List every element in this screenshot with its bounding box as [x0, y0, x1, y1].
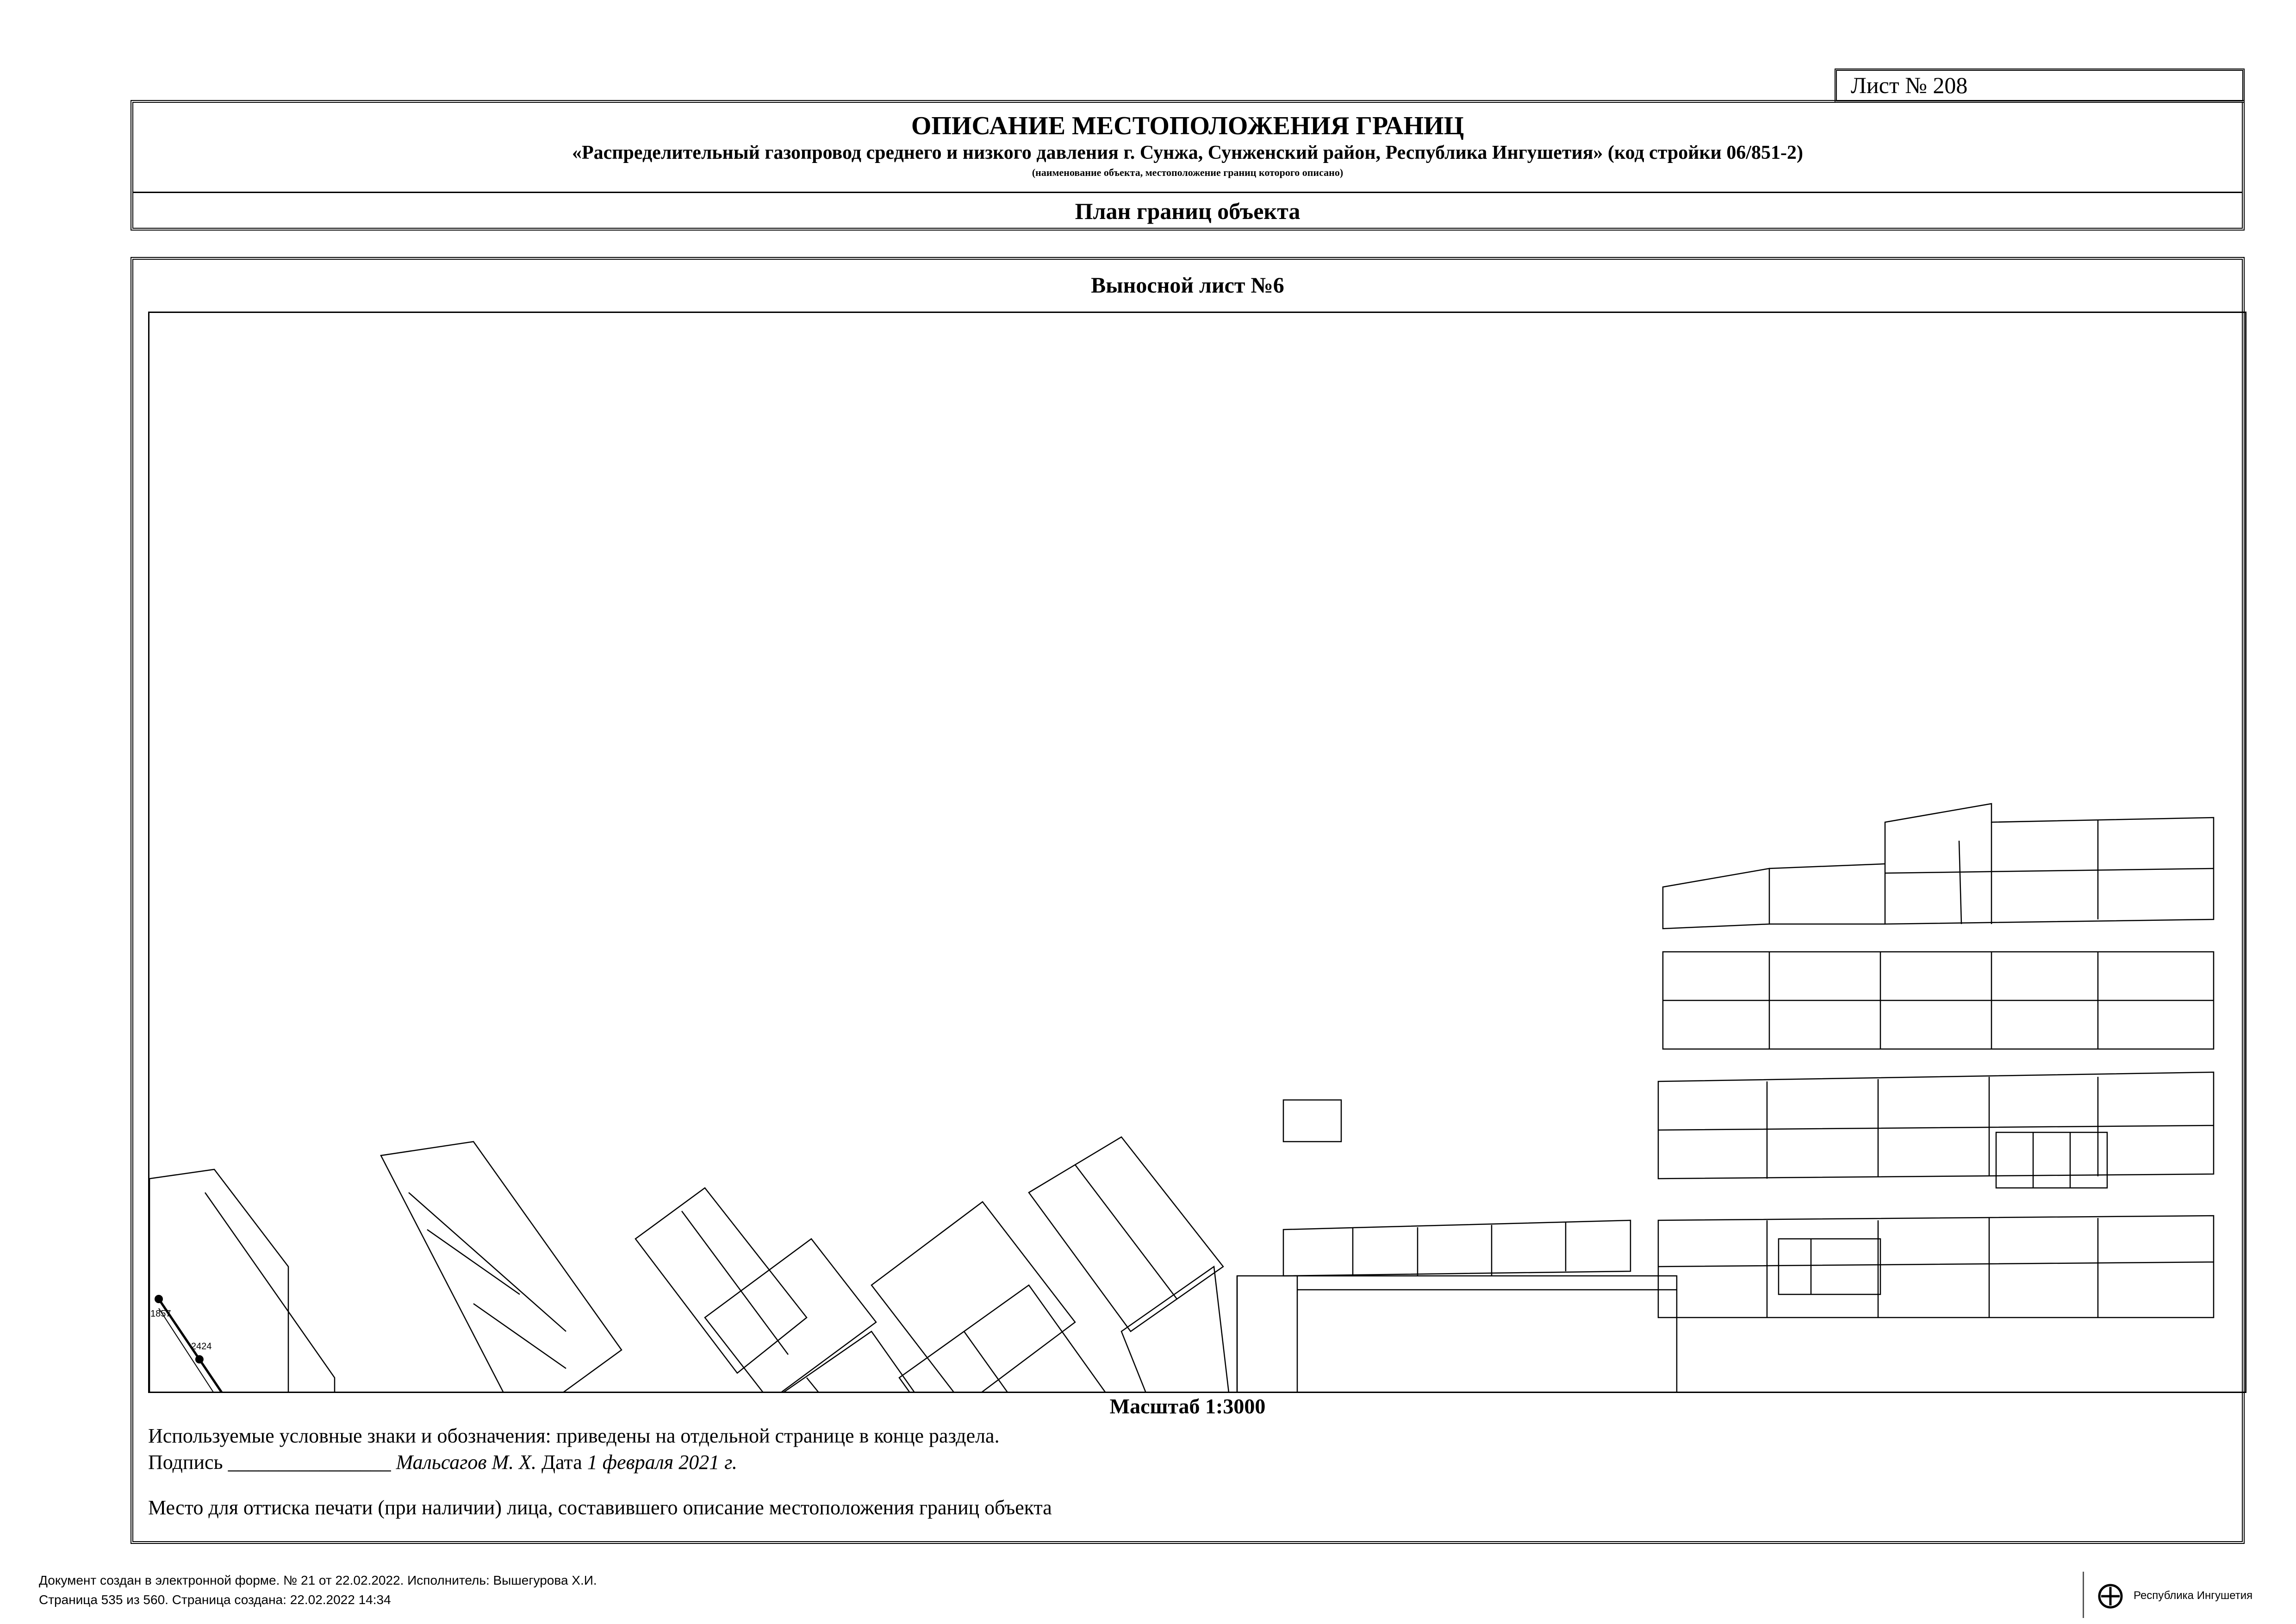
region-logo-icon [2097, 1582, 2124, 1612]
sheet-number: Лист № 208 [1835, 69, 2245, 103]
stamp-note: Место для оттиска печати (при наличии) лица, составившего описание местоположения границ объекта [148, 1496, 1052, 1519]
legend-note: Используемые условные знаки и обозначения: приведены на отдельной странице в конце раздела. [148, 1424, 1000, 1447]
route-points [150, 1295, 2226, 1393]
parcel-outlines [149, 804, 2246, 1393]
cadastral-map [149, 313, 2246, 1393]
signer-name: Мальсагов М. Х. [396, 1451, 537, 1474]
footer-line-2: Страница 535 из 560. Страница создана: 22.02.2022 14:34 [39, 1593, 391, 1607]
map-scale: Масштаб 1:3000 [1109, 1394, 1266, 1418]
document-title: ОПИСАНИЕ МЕСТОПОЛОЖЕНИЯ ГРАНИЦ [911, 112, 1464, 140]
map-subtitle: Выносной лист №6 [1091, 273, 1284, 298]
pipeline-route [159, 1299, 2214, 1393]
header-block [131, 100, 2245, 231]
header-divider [133, 192, 2242, 193]
object-caption: (наименование объекта, местоположение границ которого описано) [1032, 167, 1344, 178]
section-title: План границ объекта [1075, 198, 1300, 224]
signature-row [148, 1450, 737, 1474]
region-logo-text: Республика Ингушетия [2134, 1589, 2253, 1602]
map-area [148, 312, 2246, 1393]
signature-line: ________________ [228, 1451, 391, 1474]
route-point-label: 1857 [150, 1309, 171, 1319]
object-name: «Распределительный газопровод среднего и низкого давления г. Сунжа, Сунженский район, Республика Ингушетия» (код стройки 06/851-2) [572, 142, 1803, 163]
footer-line-1: Документ создан в электронной форме. № 21 от 22.02.2022. Исполнитель: Вышегурова Х.И. [39, 1573, 597, 1587]
signature-date: 1 февраля 2021 г. [587, 1451, 737, 1474]
plan-frame [131, 257, 2245, 1544]
route-point [195, 1355, 204, 1363]
signature-label: Подпись [148, 1451, 223, 1474]
footer-divider [2083, 1572, 2084, 1618]
route-point-label: 2424 [191, 1341, 212, 1352]
route-point [155, 1295, 163, 1303]
date-label: Дата [541, 1451, 582, 1474]
